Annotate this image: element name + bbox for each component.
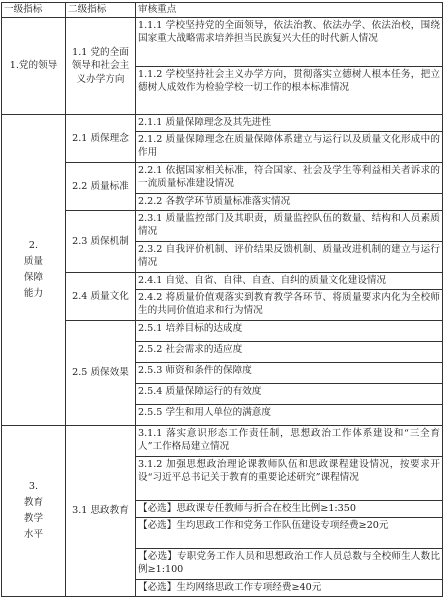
level1-cell-party: 1.党的领导 xyxy=(2,18,66,115)
focus-item-2-5-1: 2.5.1 培养目标的达成度 xyxy=(136,321,443,342)
focus-item-2-4-2: 2.4.2 将质量价值观落实到教育教学各环节、将质量要求内化为全校师生的共同价值追求和行为情况 xyxy=(136,290,443,321)
focus-item-2-1-2: 2.1.2 质量保障理念在质量保障体系建立与运行以及质量文化形成中的作用 xyxy=(136,132,443,163)
focus-item-2-4-1: 2.4.1 自觉、自省、自律、自查、自纠的质量文化建设情况 xyxy=(136,273,443,290)
level2-cell-2-2: 2.2 质量标准 xyxy=(66,163,136,211)
level1-line: 3. xyxy=(28,481,39,492)
level2-cell-2-1: 2.1 质保理念 xyxy=(66,115,136,163)
level1-line: 水平 xyxy=(23,529,44,540)
header-row xyxy=(2,3,443,18)
focus-item-2-5-3: 2.5.3 师资和条件的保障度 xyxy=(136,363,443,384)
table-row xyxy=(2,115,443,132)
level1-line: 能力 xyxy=(23,288,44,299)
indicator-table xyxy=(1,2,443,597)
table-row xyxy=(2,321,443,342)
focus-item-2-5-5: 2.5.5 学生和用人单位的满意度 xyxy=(136,405,443,426)
focus-item-3-1-required-3: 【必选】专职党务工作人员和思想政治工作人员总数与全校师生人数比例≥1:100 xyxy=(136,549,443,580)
focus-item-3-1-required-4: 【必选】生均网络思政工作专项经费≥40元 xyxy=(136,580,443,597)
table-row xyxy=(2,18,443,67)
focus-item-2-2-1: 2.2.1 依据国家相关标准，符合国家、社会及学生等利益相关者诉求的一流质量标准建设情况 xyxy=(136,163,443,194)
header-focus: 审核重点 xyxy=(136,3,443,18)
table-row xyxy=(2,163,443,194)
focus-item-2-3-1: 2.3.1 质量监控部门及其职责，质量监控队伍的数量、结构和人员素质情况 xyxy=(136,211,443,242)
level2-cell-1-1: 1.1 党的全面领导和社会主义办学方向 xyxy=(66,18,136,115)
focus-item-2-5-4: 2.5.4 质量保障运行的有效度 xyxy=(136,384,443,405)
level1-line: 教育 xyxy=(23,497,44,508)
focus-item-2-5-2: 2.5.2 社会需求的适应度 xyxy=(136,342,443,363)
level2-cell-2-3: 2.3 质保机制 xyxy=(66,211,136,273)
focus-item-2-3-2: 2.3.2 自我评价机制、评价结果反馈机制、质量改进机制的建立与运行情况 xyxy=(136,242,443,273)
focus-item-3-1-required-2: 【必选】生均思政工作和党务工作队伍建设专项经费≥20元 xyxy=(136,518,443,549)
focus-item-3-1-2: 3.1.2 加强思想政治理论课教师队伍和思政课程建设情况，按要求开设“习近平总书记关于教育的重要论述研究”课程情况 xyxy=(136,457,443,501)
table-row xyxy=(2,211,443,242)
level1-line: 教学 xyxy=(23,513,44,524)
focus-item-1-1-1: 1.1.1 学校坚持党的全面领导，依法治教、依法办学、依法治校，围绕国家重大战略需求培养担当民族复兴大任的时代新人情况 xyxy=(136,18,443,67)
level2-cell-2-4: 2.4 质量文化 xyxy=(66,273,136,321)
header-level1: 一级指标 xyxy=(2,3,66,18)
focus-item-3-1-required-1: 【必选】思政课专任教师与折合在校生比例≥1:350 xyxy=(136,501,443,518)
table-row xyxy=(2,426,443,457)
table-row xyxy=(2,273,443,290)
focus-item-1-1-2: 1.1.2 学校坚持社会主义办学方向，贯彻落实立德树人根本任务，把立德树人成效作为检验学校一切工作的根本标准情况 xyxy=(136,66,443,115)
focus-item-2-2-2: 2.2.2 各教学环节质量标准落实情况 xyxy=(136,194,443,211)
focus-item-3-1-1: 3.1.1 落实意识形态工作责任制，思想政治工作体系建设和“三全育人”工作格局建立情况 xyxy=(136,426,443,457)
level2-cell-3-1: 3.1 思政教育 xyxy=(66,426,136,597)
level1-cell-quality xyxy=(2,115,66,426)
level1-line: 2. xyxy=(28,240,39,251)
level1-line: 质量 xyxy=(23,256,44,267)
focus-item-2-1-1: 2.1.1 质量保障理念及其先进性 xyxy=(136,115,443,132)
level1-cell-teaching xyxy=(2,426,66,597)
level1-line: 保障 xyxy=(23,272,44,283)
level2-cell-2-5: 2.5 质保效果 xyxy=(66,321,136,426)
header-level2: 二级指标 xyxy=(66,3,136,18)
